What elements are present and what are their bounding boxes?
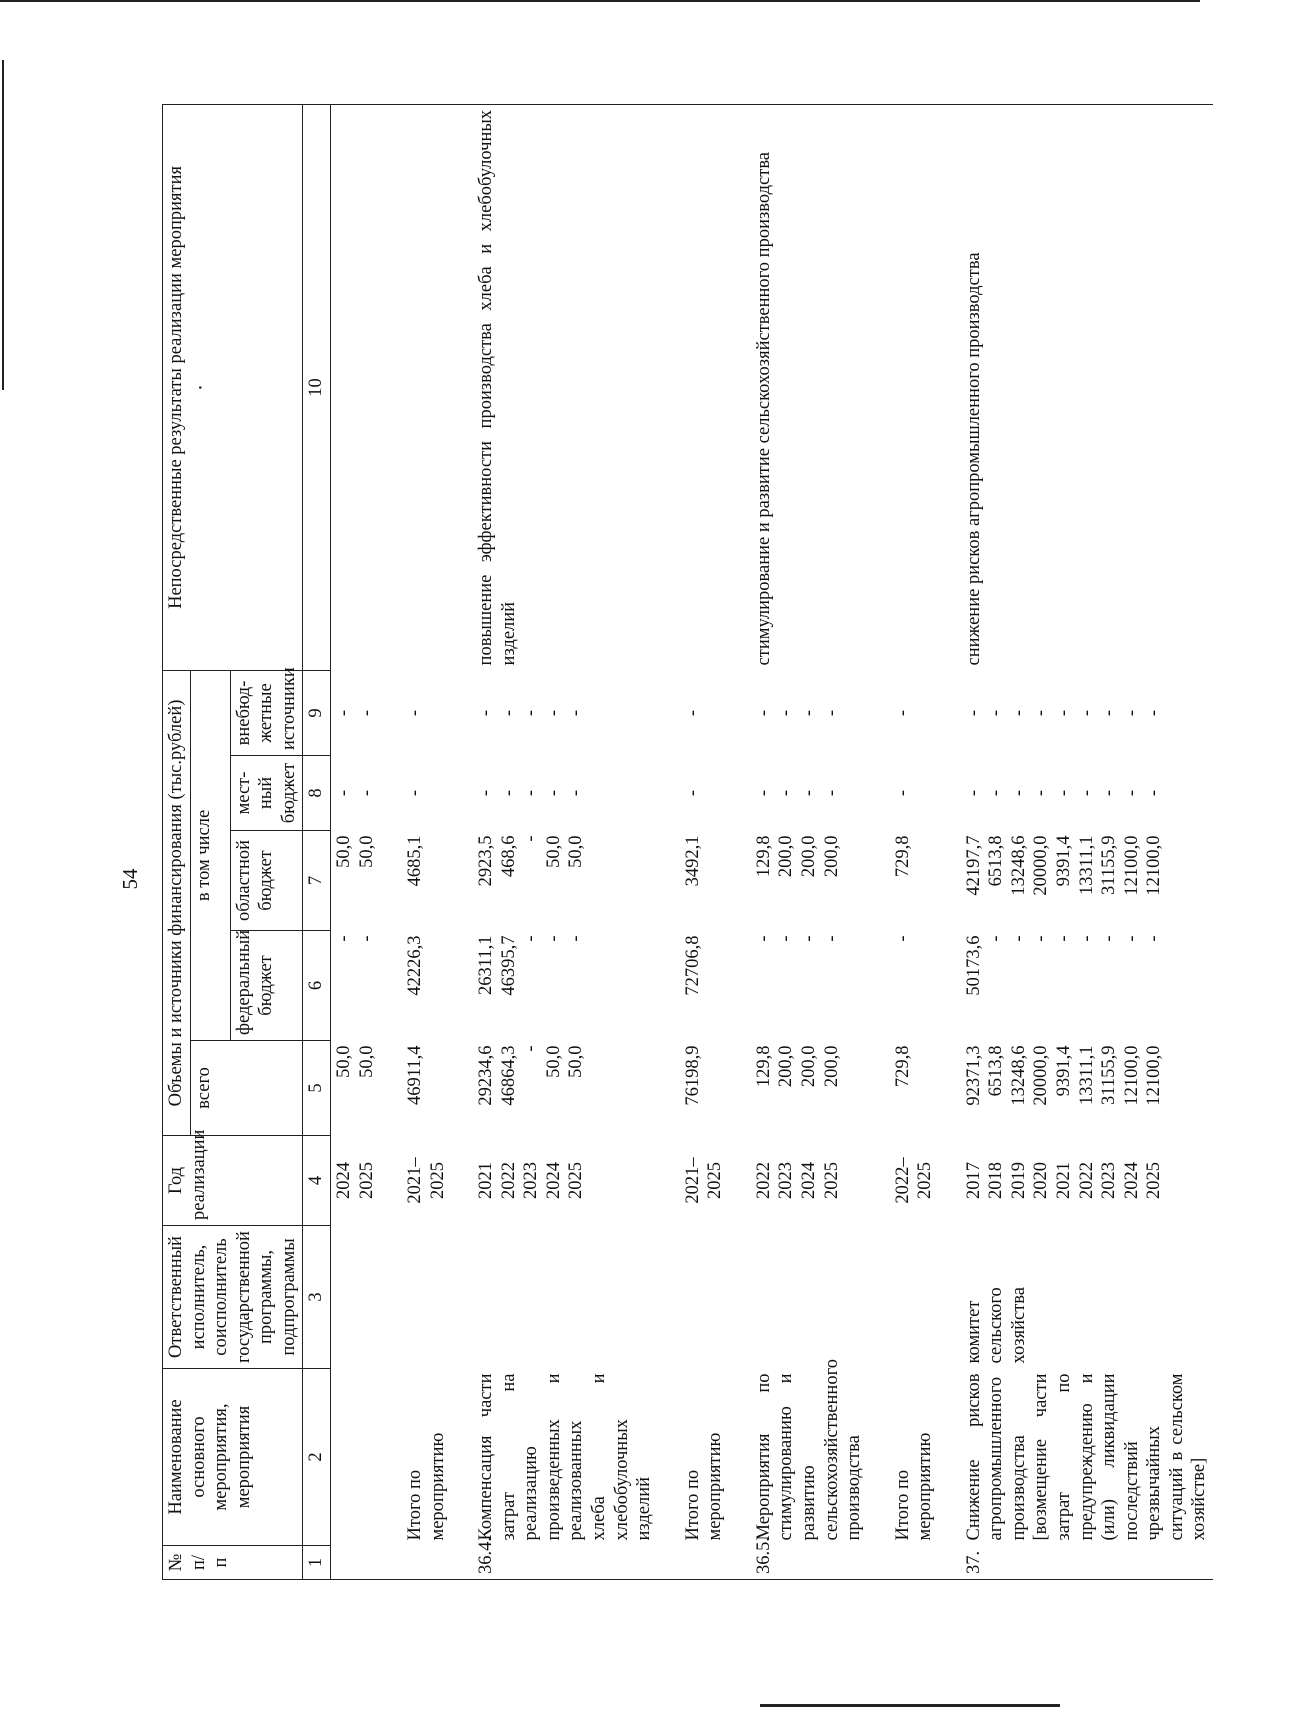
header-executor: Ответственный исполнитель, соисполнитель государственной программы, подпрограммы — [163, 1226, 303, 1369]
index-cell: 1 — [303, 1546, 331, 1580]
extrabudget-cell: - — [892, 709, 913, 717]
result-cell: снижение рисков агропромышленного производства — [961, 104, 1213, 670]
total-cell: 129,8 200,0 200,0 200,0 — [753, 1045, 842, 1088]
extrabudget-cell: - - - - - - - - - — [963, 709, 1165, 717]
regional-cell: 2923,5 468,6 - 50,0 50,0 — [476, 835, 587, 887]
year-cell: 2021–2025 — [405, 1157, 448, 1204]
year-cell: 2022–2025 — [892, 1157, 936, 1204]
federal-cell: 26311,1 46395,7 - - - — [476, 935, 587, 996]
scan-top-edge — [0, 0, 1200, 2]
year-cell: 2022 2023 2024 2025 — [753, 1162, 842, 1199]
local-cell: - - - - - — [476, 789, 587, 797]
year-cell: 2021–2025 — [682, 1157, 726, 1204]
federal-cell: - — [892, 935, 913, 942]
header-extrabudget: внебюд-жетные источники — [230, 670, 303, 755]
total-cell: 92371,3 6513,8 13248,6 20000,0 9391,4 13311,1 31155,9 12100,0 12100,0 — [963, 1045, 1165, 1106]
index-cell: 8 — [303, 756, 331, 831]
regional-cell: 50,0 50,0 — [333, 835, 377, 868]
extrabudget-cell: - - - - - — [476, 709, 587, 717]
local-cell: - — [682, 789, 703, 797]
total-label: Итого по мероприятию — [682, 1432, 726, 1541]
regional-cell: 129,8 200,0 200,0 200,0 — [753, 835, 842, 878]
local-cell: - — [892, 789, 913, 797]
regional-cell: 42197,7 6513,8 13248,6 20000,0 9391,4 13311,1 31155,9 12100,0 12100,0 — [963, 835, 1165, 896]
local-cell: - - - - — [753, 789, 842, 797]
result-cell: повышение эффективности производства хлеба и хлебобулочных изделий — [473, 104, 658, 670]
federal-cell: 42226,3 — [405, 935, 426, 996]
local-cell: - — [405, 789, 426, 797]
measure-name: Мероприятия по стимулированию и развитию сельскохозяйственного производства — [753, 1359, 865, 1541]
row-number: 36.4. — [473, 1546, 658, 1580]
scan-bottom-edge — [760, 1704, 1060, 1707]
index-cell: 3 — [303, 1226, 331, 1369]
page-number: 54 — [118, 868, 142, 890]
total-row — [890, 104, 939, 1579]
header-financing: Объемы и источники финансирования (тыс.рублей) — [163, 670, 191, 1135]
extrabudget-cell: - - - - — [753, 709, 842, 717]
header-federal: федеральный бюджет — [230, 931, 303, 1041]
table-row — [751, 104, 868, 1579]
table-row — [961, 104, 1213, 1579]
index-cell: 7 — [303, 831, 331, 931]
total-label: Итого по мероприятию — [892, 1432, 936, 1541]
total-row — [402, 104, 451, 1579]
rotated-table-container — [162, 105, 1292, 1580]
total-row — [680, 104, 729, 1579]
index-cell: 5 — [303, 1041, 331, 1136]
regional-cell: 3492,1 — [682, 835, 703, 887]
index-cell: 10 — [303, 104, 331, 670]
row-number: 36.5. — [751, 1546, 868, 1580]
financing-table — [162, 104, 1213, 1580]
total-cell: 29234,6 46864,3 - 50,0 50,0 — [476, 1045, 587, 1106]
local-cell: - - - - - - - - - — [963, 789, 1165, 797]
total-cell: 50,0 50,0 — [333, 1045, 377, 1078]
total-cell: 76198,9 — [682, 1045, 703, 1106]
total-cell: 46911,4 — [405, 1045, 426, 1105]
extrabudget-cell: - - — [333, 709, 377, 717]
index-cell: 9 — [303, 670, 331, 755]
federal-cell: 50173,6 - - - - - - - - — [963, 935, 1165, 996]
federal-cell: 72706,8 — [682, 935, 703, 996]
header-num: № п/п — [163, 1546, 303, 1580]
result-cell: стимулирование и развитие сельскохозяйственного производства — [751, 104, 868, 670]
year-cell: 2017 2018 2019 2020 2021 2022 2023 2024 2025 — [963, 1162, 1165, 1199]
header-year: Год реализации — [163, 1136, 303, 1226]
index-cell: 2 — [303, 1369, 331, 1546]
index-cell: 6 — [303, 931, 331, 1041]
regional-cell: 4685,1 — [405, 835, 426, 887]
year-cell: 2024 2025 — [333, 1162, 377, 1199]
year-cell: 2021 2022 2023 2024 2025 — [476, 1162, 587, 1199]
row-number: 37. — [961, 1546, 1213, 1580]
header-name: Наименование основного мероприятия, мероприятия — [163, 1369, 303, 1546]
header-total: всего — [190, 1041, 303, 1136]
index-cell: 4 — [303, 1136, 331, 1226]
table-row — [330, 104, 380, 1579]
index-row — [303, 104, 331, 1579]
header-regional: областной бюджет — [230, 831, 303, 931]
header-including: в том числе — [190, 670, 230, 1040]
measure-name: Снижение рисков агропромышленного производства [возмещение части затрат по предупреждению и (или) ликвидации последствий чрезвычайных ситуаций в сельском хозяйстве] — [963, 1373, 1210, 1541]
total-label: Итого по мероприятию — [405, 1432, 448, 1541]
regional-cell: 729,8 — [892, 835, 913, 878]
scan-left-edge — [2, 60, 4, 390]
measure-name: Компенсация части затрат на реализацию произведенных и реализованных хлеба и хлебобулочных изделий — [476, 1373, 655, 1541]
header-local: мест-ный бюджет — [230, 756, 303, 831]
extrabudget-cell: - — [682, 709, 703, 717]
local-cell: - - — [333, 789, 377, 797]
header-result: Непосредственные результаты реализации мероприятия • — [163, 104, 303, 670]
extrabudget-cell: - — [405, 709, 426, 717]
federal-cell: - - — [333, 935, 377, 942]
federal-cell: - - - - — [753, 935, 842, 942]
table-row — [473, 104, 658, 1579]
executor-cell: комитет сельского хозяйства — [963, 1286, 1029, 1364]
total-cell: 729,8 — [892, 1045, 913, 1088]
stray-mark: • — [195, 385, 207, 390]
